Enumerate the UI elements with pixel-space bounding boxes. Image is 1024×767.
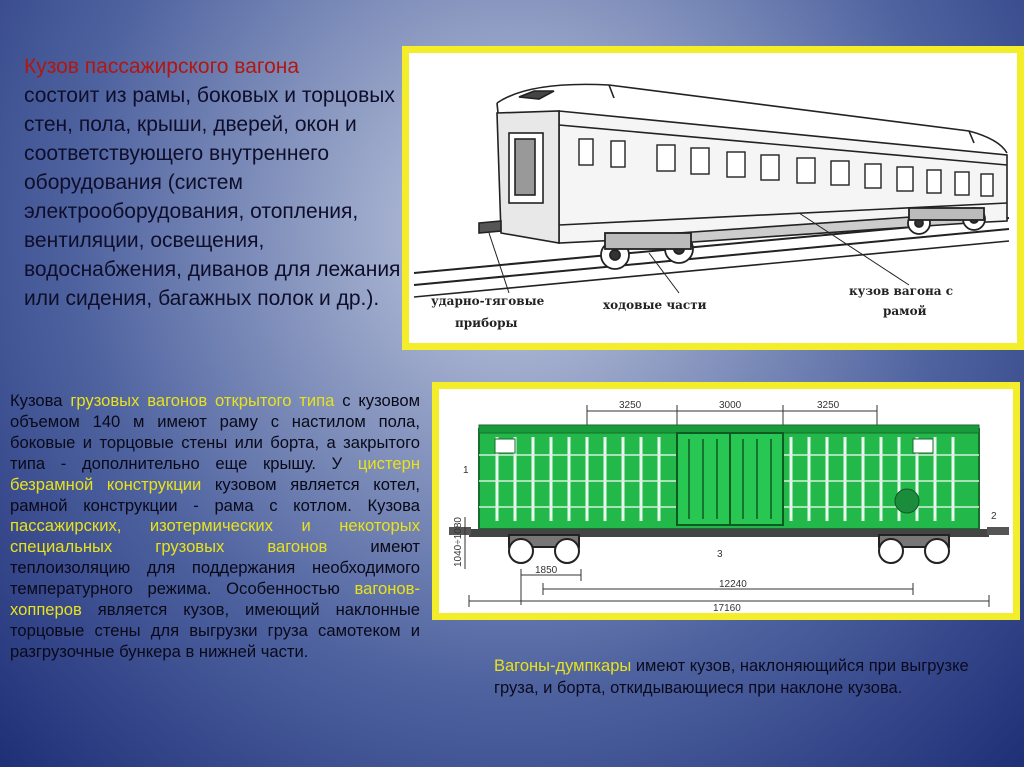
label-coupling-line2: приборы — [455, 316, 518, 330]
text-segment: имеют теплоизоляцию для поддержания необходимого температурного режима. Особенностью — [10, 537, 420, 599]
text-segment: с кузовом объемом 140 м имеют раму с настилом пола, боковые и торцовые стены или борта, а закрытого типа - дополнительно еще крышу. У — [10, 391, 420, 473]
passenger-car-title: Кузов пассажирского вагона — [24, 55, 300, 78]
dim-top-3: 3250 — [817, 400, 840, 411]
freight-car-drawing — [439, 389, 1013, 613]
highlight-insulated-cars: пассажирских, изотермических и некоторых специальных грузовых вагонов — [10, 516, 420, 557]
label-running-gear: ходовые части — [603, 298, 707, 312]
passenger-car-description — [24, 52, 404, 313]
dim-bottom-1: 1850 — [535, 565, 558, 576]
dim-top-2: 3000 — [719, 400, 742, 411]
label-body-line2: рамой — [883, 304, 927, 318]
text-segment: кузовом является котел, рамной конструкции - рама с котлом. Кузова — [10, 474, 420, 515]
label-coupling-line1: ударно-тяговые — [431, 294, 545, 308]
passenger-car-text: состоит из рамы, боковых и торцовых стен, пола, крыши, дверей, окон и соответствующего внутреннего оборудования (систем электрооборудования, отопления, вентиляции, освещения, водоснабжения, диванов для лежания или сидения, багажных полок и др.). — [24, 84, 401, 310]
freight-car-bogies — [509, 535, 949, 563]
freight-car-description — [10, 391, 420, 663]
dim-top-1: 3250 — [619, 400, 642, 411]
dim-side: 1040÷1080 — [453, 517, 464, 567]
dim-bottom-3: 17160 — [713, 603, 741, 613]
highlight-hopper-cars: вагонов-хопперов — [10, 579, 420, 620]
text-segment: Кузова — [10, 391, 71, 410]
highlight-dump-cars: Вагоны-думпкары — [494, 657, 632, 675]
callout-1: 1 — [463, 465, 469, 476]
text-segment: является кузов, имеющий наклонные торцовые стены для выгрузки груза самотеком и разгрузочные бункера в нижней части. — [10, 600, 420, 661]
callout-2: 2 — [991, 511, 997, 522]
freight-car-figure — [432, 382, 1020, 620]
callout-3: 3 — [717, 549, 723, 560]
highlight-open-freight-cars: грузовых вагонов открытого типа — [70, 391, 335, 410]
passenger-car-figure — [402, 46, 1024, 350]
dim-bottom-2: 12240 — [719, 579, 747, 590]
text-segment: имеют кузов, наклоняющийся при выгрузке груза, и борта, откидывающиеся при наклоне кузова. — [494, 657, 969, 697]
highlight-frameless-tanks: цистерн безрамной конструкции — [10, 453, 420, 494]
label-body-line1: кузов вагона с — [849, 284, 954, 298]
dump-car-description — [494, 655, 994, 699]
passenger-car-drawing — [409, 53, 1017, 343]
